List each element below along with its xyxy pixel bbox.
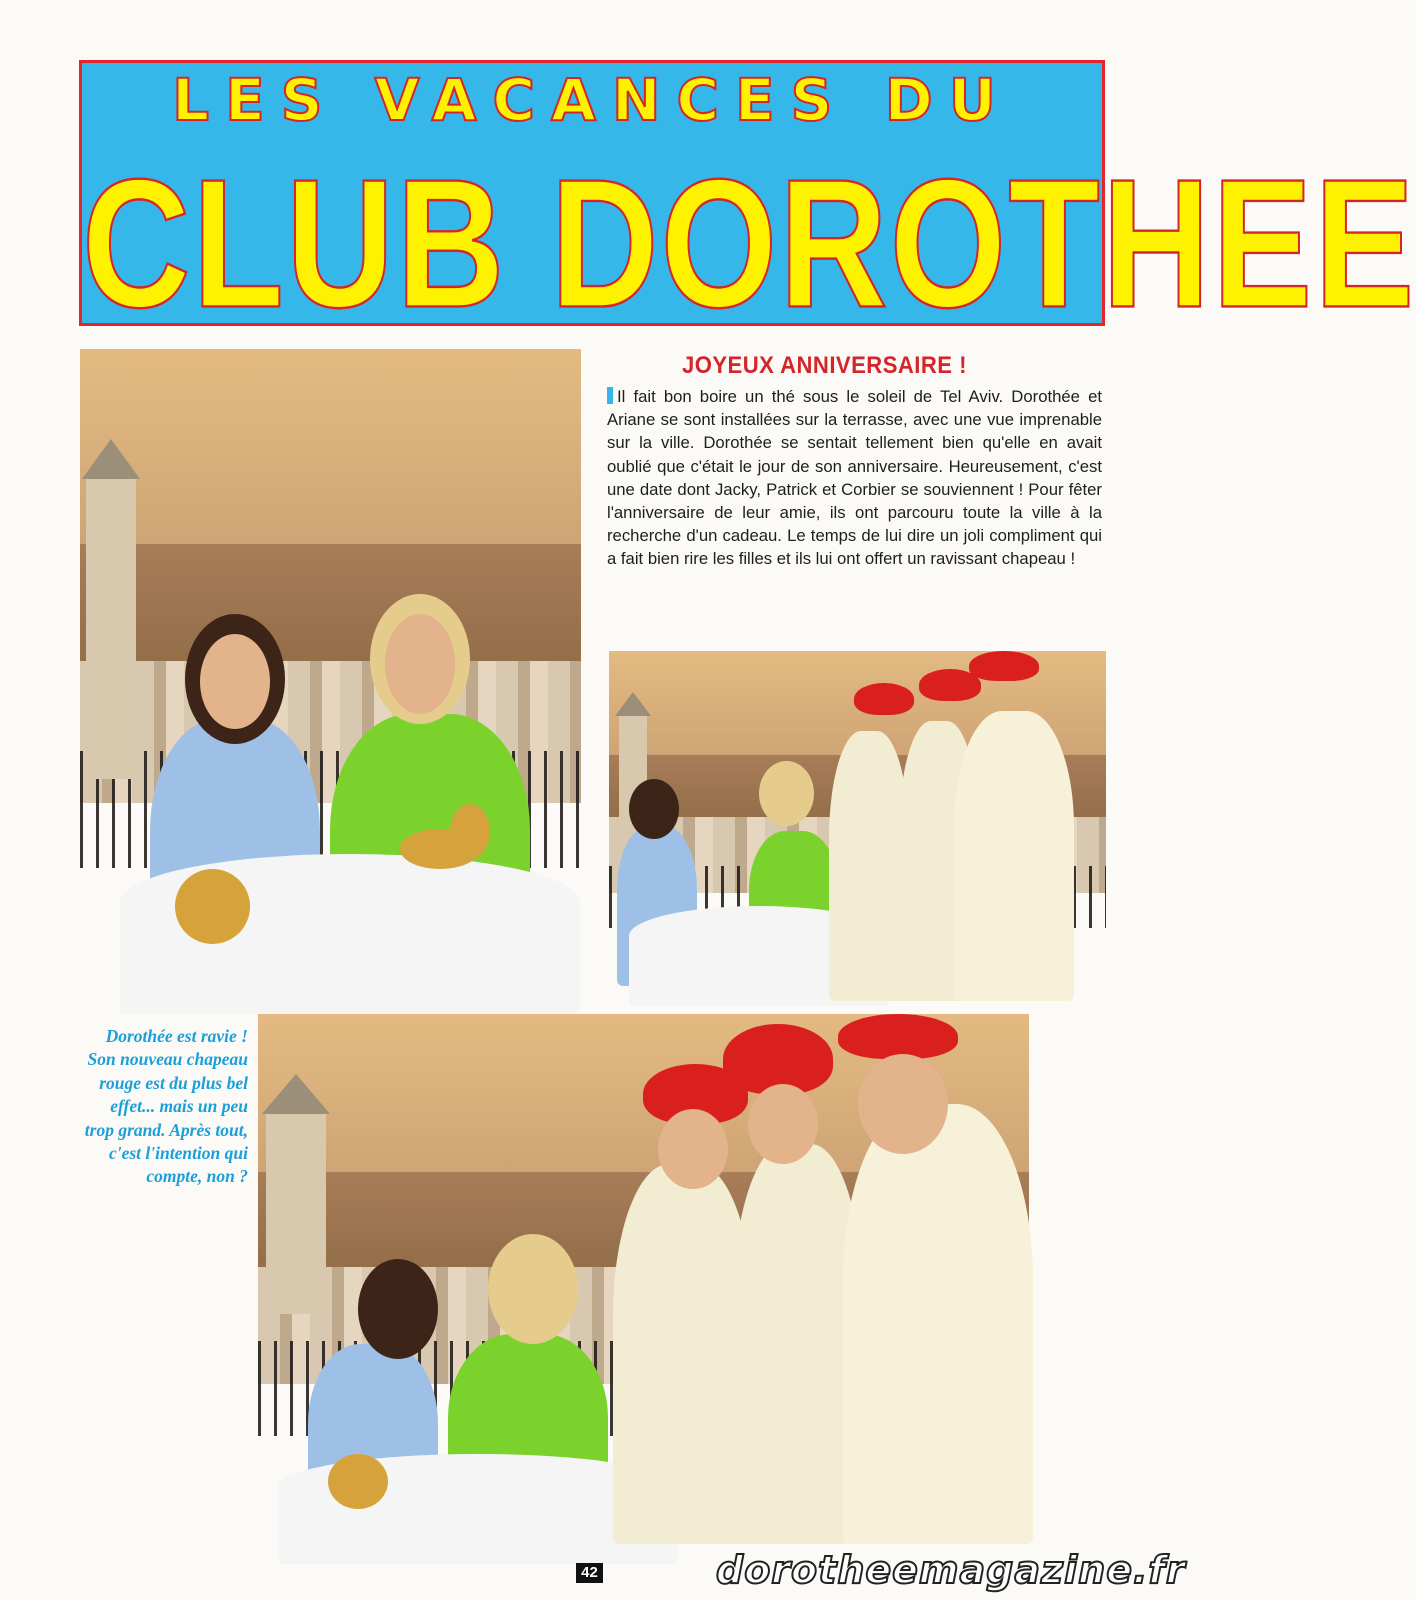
title-line-2: CLUB DOROTHEE [82, 140, 1416, 346]
article-body-text: Il fait bon boire un thé sous le soleil de Tel Aviv. Dorothée et Ariane se sont installées sur la terrasse, avec une vue imprenable sur la ville. Dorothée se sentait tellement bien qu'elle en avait oublié que c'était le jour de son anniversaire. Heureusement, c'est une date dont Jacky, Patrick et Corbier se souviennent ! Pour fêter l'anniversaire de leur amie, ils ont parcouru toute la ville à la recherche d'un cadeau. Le temps de lui dire un joli compliment qui a fait bien rire les filles et ils lui ont offert un ravissant chapeau ! [607, 387, 1102, 569]
photo-terrace-tea [80, 349, 581, 998]
photo-red-beret-gift [258, 1014, 1029, 1542]
article-heading: JOYEUX ANNIVERSAIRE ! [682, 352, 967, 379]
title-banner [79, 60, 1416, 346]
article-body [607, 385, 1102, 571]
photo-caption: Dorothée est ravie ! Son nouveau chapeau rouge est du plus bel effet... mais un peu trop grand. Après tout, c'est l'intention qui compte, non ? [84, 1026, 248, 1187]
paragraph-marker-icon [607, 387, 613, 404]
site-watermark: dorotheemagazine.fr [716, 1548, 1186, 1592]
photo-group-singing [609, 651, 1106, 997]
title-line-1: LES VACANCES DU [172, 66, 1012, 134]
page-number: 42 [576, 1563, 603, 1583]
